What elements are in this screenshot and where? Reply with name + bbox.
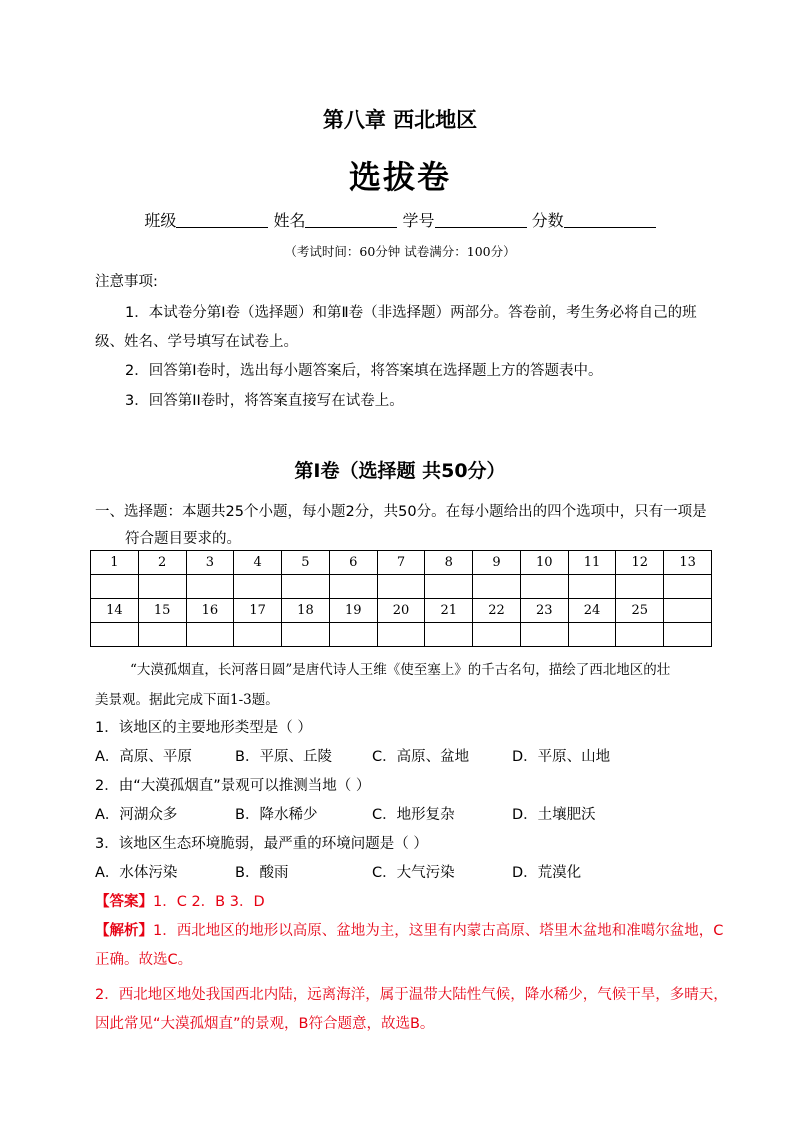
question-number-cell: 25 (616, 599, 664, 623)
question-2-stem: 2．由“大漠孤烟直”景观可以推测当地（ ） (95, 778, 371, 794)
answer-table-number-row-2 (91, 599, 712, 623)
question-number-cell: 4 (234, 551, 282, 575)
student-id-label: 学号 (402, 211, 435, 230)
question-number-cell: 14 (91, 599, 139, 623)
answer-cell[interactable] (616, 575, 664, 599)
question-number-cell: 15 (138, 599, 186, 623)
answer-cell[interactable] (91, 575, 139, 599)
analysis-line-3: 2．西北地区地处我国西北内陆，远离海洋，属于温带大陆性气候，降水稀少，气候干旱，多晴天， (95, 987, 728, 1003)
question-number-cell: 11 (568, 551, 616, 575)
question-number-cell: 24 (568, 599, 616, 623)
question-number-cell: 5 (282, 551, 330, 575)
student-id-blank[interactable] (435, 211, 527, 228)
answer-key (95, 890, 265, 911)
answer-cell[interactable] (473, 575, 521, 599)
answer-cell[interactable] (329, 575, 377, 599)
answer-cell[interactable] (377, 623, 425, 647)
question-3-option-b: B．酸雨 (235, 865, 289, 881)
section-1-intro-line-2: 符合题目要求的。 (125, 531, 241, 547)
analysis-text-1: 1．西北地区的地形以高原、盆地为主，这里有内蒙古高原、塔里木盆地和准噶尔盆地，C (153, 923, 724, 939)
note-1-line-1: 1．本试卷分第Ⅰ卷（选择题）和第Ⅱ卷（非选择题）两部分。答卷前，考生务必将自己的班 (125, 305, 697, 321)
answer-cell[interactable] (425, 623, 473, 647)
answer-cell[interactable] (91, 623, 139, 647)
answer-cell[interactable] (186, 623, 234, 647)
question-3-option-d: D．荒漠化 (512, 865, 582, 881)
name-label: 姓名 (273, 211, 306, 230)
answer-table (90, 550, 712, 647)
section-1-title: 第Ⅰ卷（选择题 共50分） (294, 460, 506, 482)
question-number-cell: 7 (377, 551, 425, 575)
score-label: 分数 (531, 211, 564, 230)
class-blank[interactable] (176, 211, 268, 228)
passage-line-2: 美景观。据此完成下面1-3题。 (95, 692, 279, 708)
answer-cell[interactable] (138, 623, 186, 647)
answer-cell[interactable] (138, 575, 186, 599)
analysis-label: 【解析】 (95, 923, 153, 939)
answer-table-number-row-1 (91, 551, 712, 575)
answer-cell[interactable] (282, 623, 330, 647)
question-number-cell: 13 (664, 551, 712, 575)
answer-cell[interactable] (186, 575, 234, 599)
answer-label: 【答案】 (95, 894, 153, 910)
chapter-title: 第八章 西北地区 (322, 108, 478, 132)
question-number-cell: 1 (91, 551, 139, 575)
question-number-cell: 2 (138, 551, 186, 575)
question-3-stem: 3．该地区生态环境脆弱，最严重的环境问题是（ ） (95, 836, 428, 852)
question-2-option-d: D．土壤肥沃 (512, 807, 596, 823)
question-number-cell: 20 (377, 599, 425, 623)
question-number-cell (664, 599, 712, 623)
class-label: 班级 (144, 211, 177, 230)
question-1-stem: 1．该地区的主要地形类型是（ ） (95, 720, 312, 736)
answer-table-answer-row-2 (91, 623, 712, 647)
question-number-cell: 9 (473, 551, 521, 575)
answer-cell[interactable] (234, 575, 282, 599)
answer-cell[interactable] (568, 623, 616, 647)
question-1-option-a: A．高原、平原 (95, 749, 192, 765)
question-1-option-c: C．高原、盆地 (372, 749, 470, 765)
question-3-option-a: A．水体污染 (95, 865, 178, 881)
answer-cell[interactable] (568, 575, 616, 599)
question-number-cell: 17 (234, 599, 282, 623)
question-number-cell: 18 (282, 599, 330, 623)
question-number-cell: 22 (473, 599, 521, 623)
analysis-line-4: 因此常见“大漠孤烟直”的景观，B符合题意，故选B。 (95, 1016, 435, 1032)
question-2-option-c: C．地形复杂 (372, 807, 455, 823)
answer-cell[interactable] (616, 623, 664, 647)
note-2: 2．回答第Ⅰ卷时，选出每小题答案后，将答案填在选择题上方的答题表中。 (125, 363, 603, 379)
answer-text: 1．C 2．B 3．D (153, 894, 265, 910)
question-number-cell: 6 (329, 551, 377, 575)
student-info-line (0, 208, 800, 231)
analysis-line-1 (95, 919, 723, 940)
answer-cell[interactable] (329, 623, 377, 647)
answer-cell[interactable] (377, 575, 425, 599)
answer-cell[interactable] (473, 623, 521, 647)
note-1-line-2: 级、姓名、学号填写在试卷上。 (95, 334, 298, 350)
answer-cell[interactable] (664, 623, 712, 647)
answer-cell[interactable] (520, 575, 568, 599)
answer-cell[interactable] (664, 575, 712, 599)
analysis-line-2: 正确。故选C。 (95, 952, 193, 968)
section-1-intro-line-1: 一、选择题：本题共25个小题，每小题2分，共50分。在每小题给出的四个选项中，只有一项是 (95, 504, 707, 520)
question-number-cell: 23 (520, 599, 568, 623)
name-blank[interactable] (305, 211, 397, 228)
question-number-cell: 21 (425, 599, 473, 623)
question-3-option-c: C．大气污染 (372, 865, 455, 881)
question-number-cell: 16 (186, 599, 234, 623)
question-2-option-a: A．河湖众多 (95, 807, 178, 823)
score-blank[interactable] (564, 211, 656, 228)
answer-cell[interactable] (234, 623, 282, 647)
note-3: 3．回答第II卷时，将答案直接写在试卷上。 (125, 393, 404, 409)
notes-heading: 注意事项: (95, 274, 158, 290)
question-2-option-b: B．降水稀少 (235, 807, 318, 823)
question-number-cell: 12 (616, 551, 664, 575)
question-1-option-d: D．平原、山地 (512, 749, 611, 765)
question-number-cell: 10 (520, 551, 568, 575)
answer-cell[interactable] (425, 575, 473, 599)
answer-table-answer-row-1 (91, 575, 712, 599)
paper-title: 选拔卷 (348, 158, 451, 196)
passage-line-1: “大漠孤烟直，长河落日圆”是唐代诗人王维《使至塞上》的千古名句，描绘了西北地区的壮 (130, 662, 671, 678)
question-number-cell: 8 (425, 551, 473, 575)
exam-meta: （考试时间：60分钟 试卷满分：100分） (284, 244, 516, 259)
question-number-cell: 3 (186, 551, 234, 575)
question-1-option-b: B．平原、丘陵 (235, 749, 332, 765)
answer-cell[interactable] (520, 623, 568, 647)
answer-cell[interactable] (282, 575, 330, 599)
question-number-cell: 19 (329, 599, 377, 623)
